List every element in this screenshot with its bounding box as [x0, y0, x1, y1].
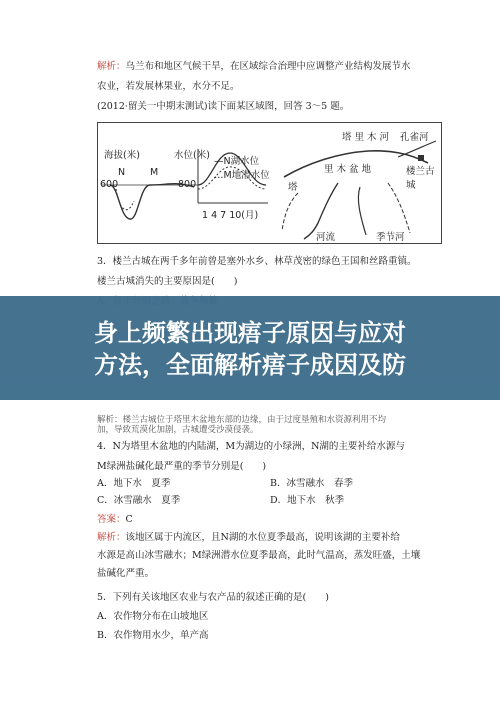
region-figure [97, 122, 442, 244]
q4-option-d: D．地下水 秋季 [270, 495, 345, 506]
water-level-label: 水位(米) [174, 150, 210, 161]
q4-answer-label: 答案： [97, 514, 126, 525]
q4-answer-value: C [125, 514, 133, 525]
q3-stem-1: 3．楼兰古城在两千多年前曾是塞外水乡、林草茂密的绿色王国和丝路重镇。 [97, 256, 417, 267]
q4-option-b: B．冰雪融水 春季 [270, 478, 353, 489]
y-right-tick: 800 [178, 179, 197, 190]
river-branch-4 [282, 193, 298, 231]
kongque-river [398, 141, 436, 157]
loulan-label: 楼兰古城 [406, 166, 435, 191]
elevation-label: 海拔(米) [104, 150, 140, 161]
q4-analysis-3: 盐碱化严重。 [97, 568, 155, 579]
q5-option-a: A．农作物分布在山坡地区 [97, 611, 209, 622]
q4-analysis-1 [97, 531, 400, 544]
analysis-label [97, 60, 411, 73]
q4-answer [97, 513, 133, 526]
q5-stem: 5．下列有关该地区农业与农产品的叙述正确的是( ) [97, 592, 329, 603]
q3-analysis-line-2: 加，导致荒漠化加剧，古城遭受沙漠侵袭。 [97, 425, 259, 435]
title-banner [0, 296, 500, 400]
q4-option-c: C．冰雪融水 夏季 [97, 495, 181, 506]
n-marker: N [118, 167, 126, 178]
q4-analysis-text-1: 该地区属于内流区，且N湖的水位夏季最高，说明该湖的主要补给 [125, 532, 400, 543]
analysis-line-1: 乌兰布和地区气候干旱，在区域综合治理中应调整产业结构发展节水 [125, 61, 411, 72]
loulan-marker [418, 155, 424, 161]
figure-drawing [98, 123, 441, 243]
q4-analysis-2: 水源是高山冰雪融水；M绿洲潜水位夏季最高，此时气温高，蒸发旺盛，土壤 [97, 550, 421, 561]
basin-label: 里 木 盆 地 [324, 164, 372, 175]
q3-stem-2: 楼兰古城消失的主要原因是( ) [97, 276, 238, 287]
legend-river: 河流 [316, 232, 336, 243]
tarim-river-label: 塔 里 木 河 [342, 132, 390, 143]
y-left-tick: 600 [100, 179, 119, 190]
m-marker: M [150, 167, 159, 178]
q5-option-b: B．农作物用水少，单产高 [97, 630, 209, 641]
intro-text: (2012·留关一中期末测试)读下面某区域图，回答 3～5 题。 [97, 101, 350, 112]
analysis-label-text: 解析： [97, 61, 126, 72]
analysis-line-2: 农业，若发展林果业，水分不足。 [97, 81, 240, 92]
legend-n-lake: —N湖水位 [214, 156, 260, 167]
q4-option-a: A．地下水 夏季 [97, 478, 171, 489]
q4-stem-1: 4．N为塔里木盆地的内陆湖，M为湖边的小绿洲，N湖的主要补给水源与 [97, 441, 405, 452]
legend-seasonal-river: 季节河 [376, 232, 405, 243]
river-branch-2 [358, 187, 366, 235]
q4-stem-2: M绿洲盐碱化最严重的季节分别是( ) [97, 461, 267, 472]
legend-m-water: …M地潜水位 [214, 170, 270, 181]
banner-title-line-2: 方法，全面解析痦子成因及防 [94, 351, 406, 379]
kongque-river-label: 孔雀河 [400, 132, 429, 143]
q4-analysis-label: 解析： [97, 532, 126, 543]
month-ticks: 1 4 7 10(月) [202, 210, 259, 221]
ta-label: 塔 [288, 182, 298, 193]
banner-title-line-1: 身上频繁出现痦子原因与应对 [94, 319, 406, 347]
q3-analysis-line-1: 解析：楼兰古城位于塔里木盆地东部的边缘，由于过度垦殖和水资源利用不均 [97, 415, 387, 425]
